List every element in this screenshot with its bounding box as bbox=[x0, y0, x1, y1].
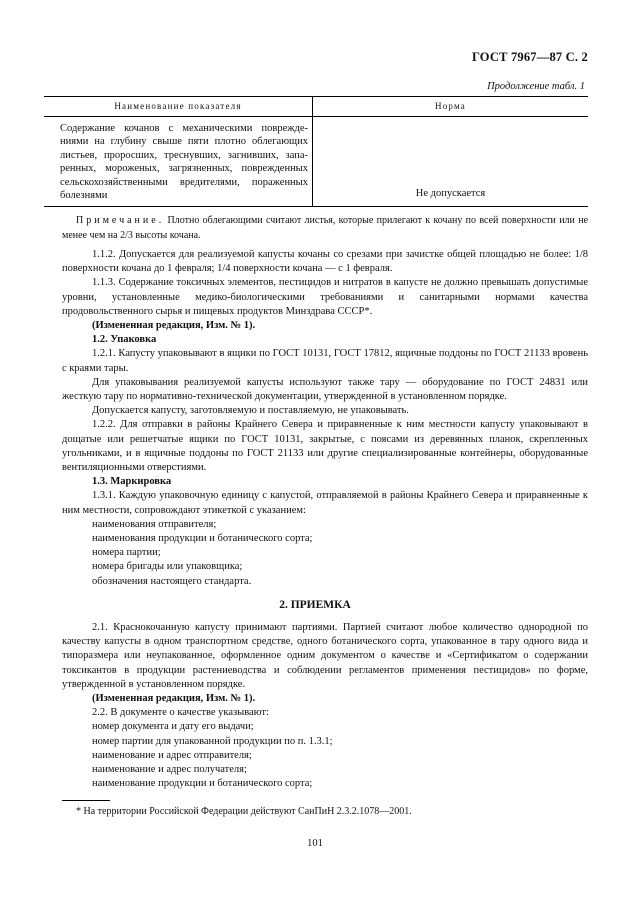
paragraph-1-2-2: 1.2.2. Для отправки в районы Крайнего Севера и приравненные к ним местности капусту упаковывают в дощатые или решетчатые ящики по ГОСТ 10131, закрытые, с поясами из деревянных планок, скрепленных угольниками, и в ящичные поддоны по ГОСТ 21133 или другие специализированные контейнеры, оборудованные вентиляционными отверстиями. bbox=[62, 419, 588, 474]
column-header-indicator: Наименование показателя bbox=[44, 97, 313, 117]
paragraph-1-1-3: 1.1.3. Содержание токсичных элементов, пестицидов и нитратов в капусте не должно превышать допустимые уровни, установленные медико-биологическими требованиями и санитарными нормами качества продовольственного сырья и пищевых продуктов Минздрава СССР*. bbox=[62, 277, 588, 317]
indicator-line: листьев, проросших, треснувших, загнивших, запа- bbox=[60, 149, 308, 161]
paragraph-1-1-2: 1.1.2. Допускается для реализуемой капусты кочаны со срезами при зачистке общей площадью не более: 1/8 поверхности кочана до 1 февраля; 1/4 поверхности кочана — с 1 февраля. bbox=[62, 249, 588, 275]
paragraph-2-2: 2.2. В документе о качестве указывают: bbox=[92, 707, 269, 719]
indicator-line: Содержание кочанов с механическими поврежде- bbox=[60, 123, 308, 134]
indicator-line: болезнями bbox=[60, 190, 108, 202]
document-reference: ГОСТ 7967—87 С. 2 bbox=[471, 50, 588, 64]
list-item: номер документа и дату его выдачи; bbox=[92, 721, 254, 733]
footnote: * На территории Российской Федерации действуют СанПиН 2.3.2.1078—2001. bbox=[76, 806, 412, 817]
norm-cell: Не допускается bbox=[313, 117, 589, 207]
subsection-heading-marking: 1.3. Маркировка bbox=[92, 476, 172, 488]
indicator-line: ниями на глубину свыше пяти плотно облегающих bbox=[60, 136, 308, 148]
note-label: Примечание. bbox=[76, 215, 165, 226]
list-item: номера бригады или упаковщика; bbox=[92, 561, 243, 573]
column-header-norm: Норма bbox=[313, 97, 589, 117]
section-2-body bbox=[62, 621, 588, 791]
indicator-line: ренных, мороженых, загрязненных, поврежденных bbox=[60, 163, 308, 175]
paragraph-1-3-1: 1.3.1. Каждую упаковочную единицу с капустой, отправляемой в районы Крайнего Севера и приравненные к ним местности, сопровождают этикеткой с указанием: bbox=[62, 490, 588, 516]
amendment-note: (Измененная редакция, Изм. № 1). bbox=[92, 320, 256, 332]
paragraph-2-1: 2.1. Краснокочанную капусту принимают партиями. Партией считают любое количество однородной по качеству капусты в одном транспортном средстве, одного ботанического сорта, упакованное в тару одного вида и типоразмера или неупакованное, оформленное одним документом о качестве и «Сертификатом о содержании токсикантов в продукции растениеводства и соблюдении регламентов применения пестицидов» по форме, утвержденной в установленном порядке. bbox=[62, 622, 588, 690]
list-item: обозначения настоящего стандарта. bbox=[92, 575, 252, 587]
list-item: наименование и адрес получателя; bbox=[92, 764, 247, 776]
list-item: наименование и адрес отправителя; bbox=[92, 749, 252, 761]
note-text: Плотно облегающими считают листья, которые прилегают к кочану по всей поверхности или не менее чем на 2/3 высоты кочана. bbox=[62, 215, 589, 241]
list-item: наименование продукции и ботанического сорта; bbox=[92, 778, 313, 790]
page-number: 101 bbox=[307, 838, 323, 849]
table-row bbox=[44, 117, 588, 207]
list-item: наименования отправителя; bbox=[92, 518, 217, 530]
table-continuation-label: Продолжение табл. 1 bbox=[487, 81, 585, 92]
indicator-cell bbox=[44, 117, 313, 207]
paragraph-1-2-1-b: Для упаковывания реализуемой капусты используют также тару — оборудование по ГОСТ 24831 или жесткую тару по нормативно-технической документации, утвержденной в установленном порядке. bbox=[62, 376, 588, 403]
amendment-note: (Измененная редакция, Изм. № 1). bbox=[92, 693, 256, 705]
paragraph-1-2-1-c: Допускается капусту, заготовляемую и поставляемую, не упаковывать. bbox=[92, 405, 409, 417]
indicator-line: сельскохозяйственными вредителями, пораженных bbox=[60, 176, 308, 188]
section-2-title: 2. ПРИЕМКА bbox=[279, 599, 351, 611]
subsection-heading-packaging: 1.2. Упаковка bbox=[92, 334, 157, 346]
list-item: наименования продукции и ботанического сорта; bbox=[92, 533, 313, 545]
section-1-body bbox=[62, 248, 588, 589]
table-note bbox=[62, 214, 588, 243]
indicators-table bbox=[44, 96, 588, 207]
list-item: номер партии для упакованной продукции по п. 1.3.1; bbox=[92, 735, 333, 747]
list-item: номера партии; bbox=[92, 547, 161, 559]
paragraph-1-2-1: 1.2.1. Капусту упаковывают в ящики по ГОСТ 10131, ГОСТ 17812, ящичные поддоны по ГОСТ 21133 вровень с краями тары. bbox=[62, 348, 588, 374]
footnote-divider bbox=[62, 800, 110, 801]
